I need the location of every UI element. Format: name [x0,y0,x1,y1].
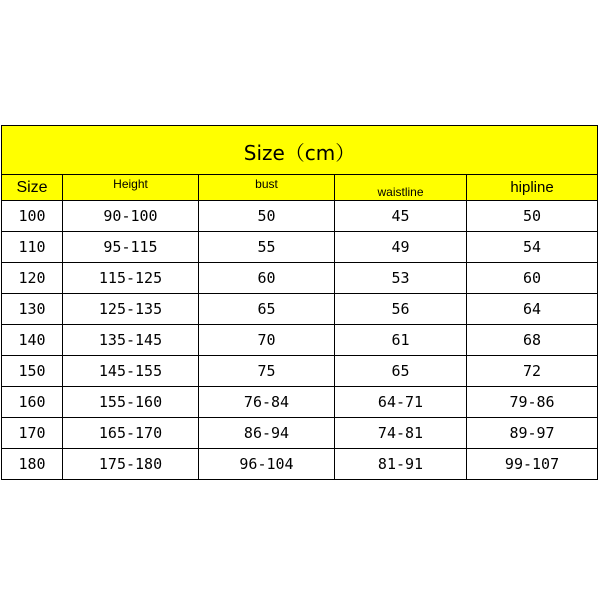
cell-hipline: 68 [467,325,598,356]
header-height: Height [63,175,199,201]
cell-height: 95-115 [63,232,199,263]
cell-size: 100 [2,201,63,232]
cell-height: 145-155 [63,356,199,387]
cell-hipline: 50 [467,201,598,232]
header-row [2,175,598,201]
cell-hipline: 89-97 [467,418,598,449]
table-row [2,232,598,263]
cell-bust: 75 [199,356,335,387]
cell-bust: 60 [199,263,335,294]
header-hipline: hipline [467,175,598,201]
cell-size: 140 [2,325,63,356]
cell-height: 155-160 [63,387,199,418]
cell-waistline: 49 [335,232,467,263]
cell-size: 120 [2,263,63,294]
cell-waistline: 56 [335,294,467,325]
header-bust: bust [199,175,335,201]
cell-size: 130 [2,294,63,325]
table-row [2,356,598,387]
cell-height: 125-135 [63,294,199,325]
cell-bust: 55 [199,232,335,263]
cell-size: 150 [2,356,63,387]
cell-waistline: 45 [335,201,467,232]
header-waistline: waistline [335,175,467,201]
table-row [2,263,598,294]
size-chart-table [1,125,598,480]
cell-hipline: 79-86 [467,387,598,418]
table-row [2,387,598,418]
cell-hipline: 99-107 [467,449,598,480]
cell-waistline: 81-91 [335,449,467,480]
cell-bust: 50 [199,201,335,232]
cell-hipline: 60 [467,263,598,294]
table-row [2,325,598,356]
header-size: Size [2,175,63,201]
table-row [2,449,598,480]
cell-waistline: 65 [335,356,467,387]
cell-waistline: 74-81 [335,418,467,449]
cell-height: 90-100 [63,201,199,232]
cell-height: 135-145 [63,325,199,356]
cell-size: 170 [2,418,63,449]
table-row [2,294,598,325]
cell-bust: 70 [199,325,335,356]
cell-bust: 65 [199,294,335,325]
chart-title-text: Size（cm） [243,140,356,165]
cell-height: 165-170 [63,418,199,449]
cell-hipline: 64 [467,294,598,325]
cell-size: 180 [2,449,63,480]
cell-size: 160 [2,387,63,418]
cell-waistline: 64-71 [335,387,467,418]
cell-bust: 96-104 [199,449,335,480]
table-row [2,201,598,232]
cell-waistline: 61 [335,325,467,356]
title-row [2,126,598,175]
cell-bust: 86-94 [199,418,335,449]
chart-title [2,126,598,175]
cell-hipline: 72 [467,356,598,387]
cell-height: 115-125 [63,263,199,294]
cell-bust: 76-84 [199,387,335,418]
cell-waistline: 53 [335,263,467,294]
cell-height: 175-180 [63,449,199,480]
cell-size: 110 [2,232,63,263]
cell-hipline: 54 [467,232,598,263]
table-row [2,418,598,449]
